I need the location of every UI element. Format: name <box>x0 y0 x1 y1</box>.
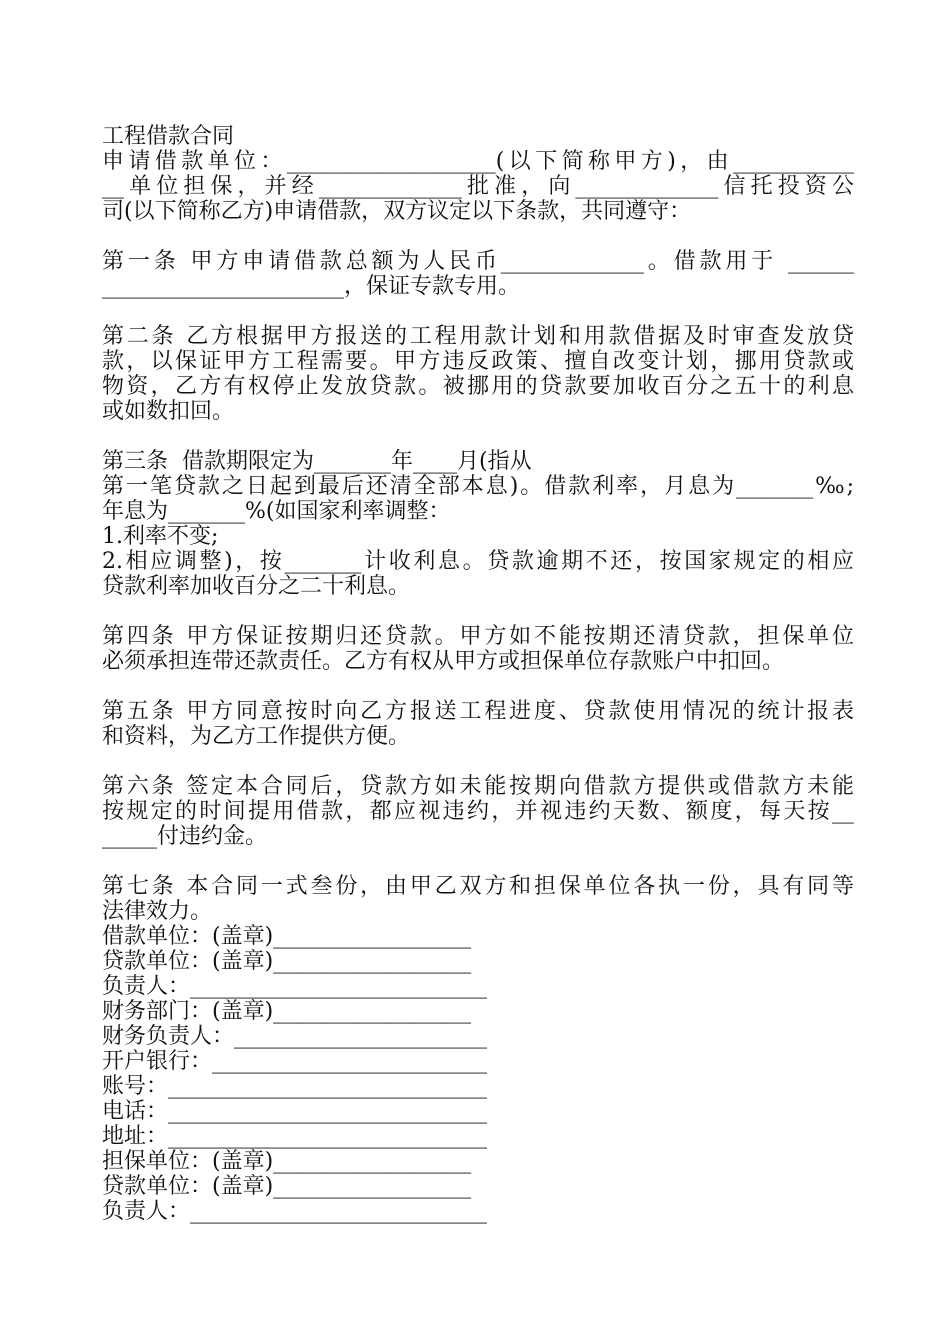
article-line: 或如数扣回。 <box>102 399 235 424</box>
signature-field-responsible-person: 负责人：___________________________ <box>102 974 488 999</box>
article-line: 第四条 甲方保证按期归还贷款。甲方如不能按期还清贷款，担保单位 <box>102 624 854 649</box>
paragraph-spacer <box>102 224 854 249</box>
article-line: 2.相应调整)，按_______计收利息。贷款逾期不还，按国家规定的相应 <box>102 549 854 574</box>
paragraph-spacer <box>102 849 854 874</box>
article-2 <box>102 324 854 424</box>
article-line: _____付违约金。 <box>102 824 268 849</box>
article-line: 和资料，为乙方工作提供方便。 <box>102 724 411 749</box>
intro-line: 申请借款单位：___________________(以下简称甲方)，由___________ <box>102 149 854 174</box>
article-line: 物资，乙方有权停止发放贷款。被挪用的贷款要加收百分之五十的利息 <box>102 374 854 399</box>
paragraph-spacer <box>102 599 854 624</box>
intro-paragraph <box>102 149 854 224</box>
article-5 <box>102 699 854 749</box>
article-6 <box>102 774 854 849</box>
article-line: 年息为_______%(如国家利率调整： <box>102 499 451 524</box>
article-7 <box>102 874 854 924</box>
article-line: 1.利率不变; <box>102 524 219 549</box>
article-3 <box>102 449 854 599</box>
paragraph-spacer <box>102 674 854 699</box>
article-line: 法律效力。 <box>102 899 213 924</box>
signature-block <box>102 924 854 1224</box>
document-title: 工程借款合同 <box>102 124 235 149</box>
signature-field-lender-2: 贷款单位：(盖章)__________________ <box>102 1174 472 1199</box>
intro-line: 司(以下简称乙方)申请借款，双方议定以下条款，共同遵守： <box>102 199 692 224</box>
signature-field-finance-department: 财务部门：(盖章)__________________ <box>102 999 472 1024</box>
article-line: 贷款利率加收百分之二十利息。 <box>102 574 411 599</box>
paragraph-spacer <box>102 299 854 324</box>
article-1 <box>102 249 854 299</box>
signature-field-lender: 贷款单位：(盖章)__________________ <box>102 949 472 974</box>
signature-field-account: 账号：_____________________________ <box>102 1074 488 1099</box>
signature-field-responsible-person-2: 负责人：___________________________ <box>102 1199 488 1224</box>
article-line: 第五条 甲方同意按时向乙方报送工程进度、贷款使用情况的统计报表 <box>102 699 854 724</box>
article-line: 款，以保证甲方工程需要。甲方违反政策、擅自改变计划，挪用贷款或 <box>102 349 854 374</box>
article-line: 第一笔贷款之日起到最后还清全部本息)。借款利率，月息为_______‰; <box>102 474 854 499</box>
paragraph-spacer <box>102 749 854 774</box>
article-line: 第一条 甲方申请借款总额为人民币_____________。借款用于 ______ <box>102 249 854 274</box>
article-line: ______________________，保证专款专用。 <box>102 274 521 299</box>
article-line: 第三条 借款期限定为_______年____月(指从 <box>102 449 532 474</box>
intro-line: __单位担保，并经_____________批准，向_____________信托投资公 <box>102 174 854 199</box>
article-4 <box>102 624 854 674</box>
article-line: 必须承担连带还款责任。乙方有权从甲方或担保单位存款账户中扣回。 <box>102 649 785 674</box>
paragraph-spacer <box>102 424 854 449</box>
signature-field-finance-manager: 财务负责人：_______________________ <box>102 1024 488 1049</box>
article-line: 第二条 乙方根据甲方报送的工程用款计划和用款借据及时审查发放贷 <box>102 324 854 349</box>
article-line: 第六条 签定本合同后，贷款方如未能按期向借款方提供或借款方未能 <box>102 774 854 799</box>
signature-field-bank: 开户银行：_________________________ <box>102 1049 488 1074</box>
signature-field-borrower: 借款单位：(盖章)__________________ <box>102 924 472 949</box>
signature-field-phone: 电话：_____________________________ <box>102 1099 488 1124</box>
signature-field-address: 地址：_____________________________ <box>102 1124 488 1149</box>
article-line: 按规定的时间提用借款，都应视违约，并视违约天数、额度，每天按__ <box>102 799 854 824</box>
article-line: 第七条 本合同一式叁份，由甲乙双方和担保单位各执一份，具有同等 <box>102 874 854 899</box>
signature-field-guarantor: 担保单位：(盖章)__________________ <box>102 1149 472 1174</box>
contract-document <box>102 124 854 1224</box>
